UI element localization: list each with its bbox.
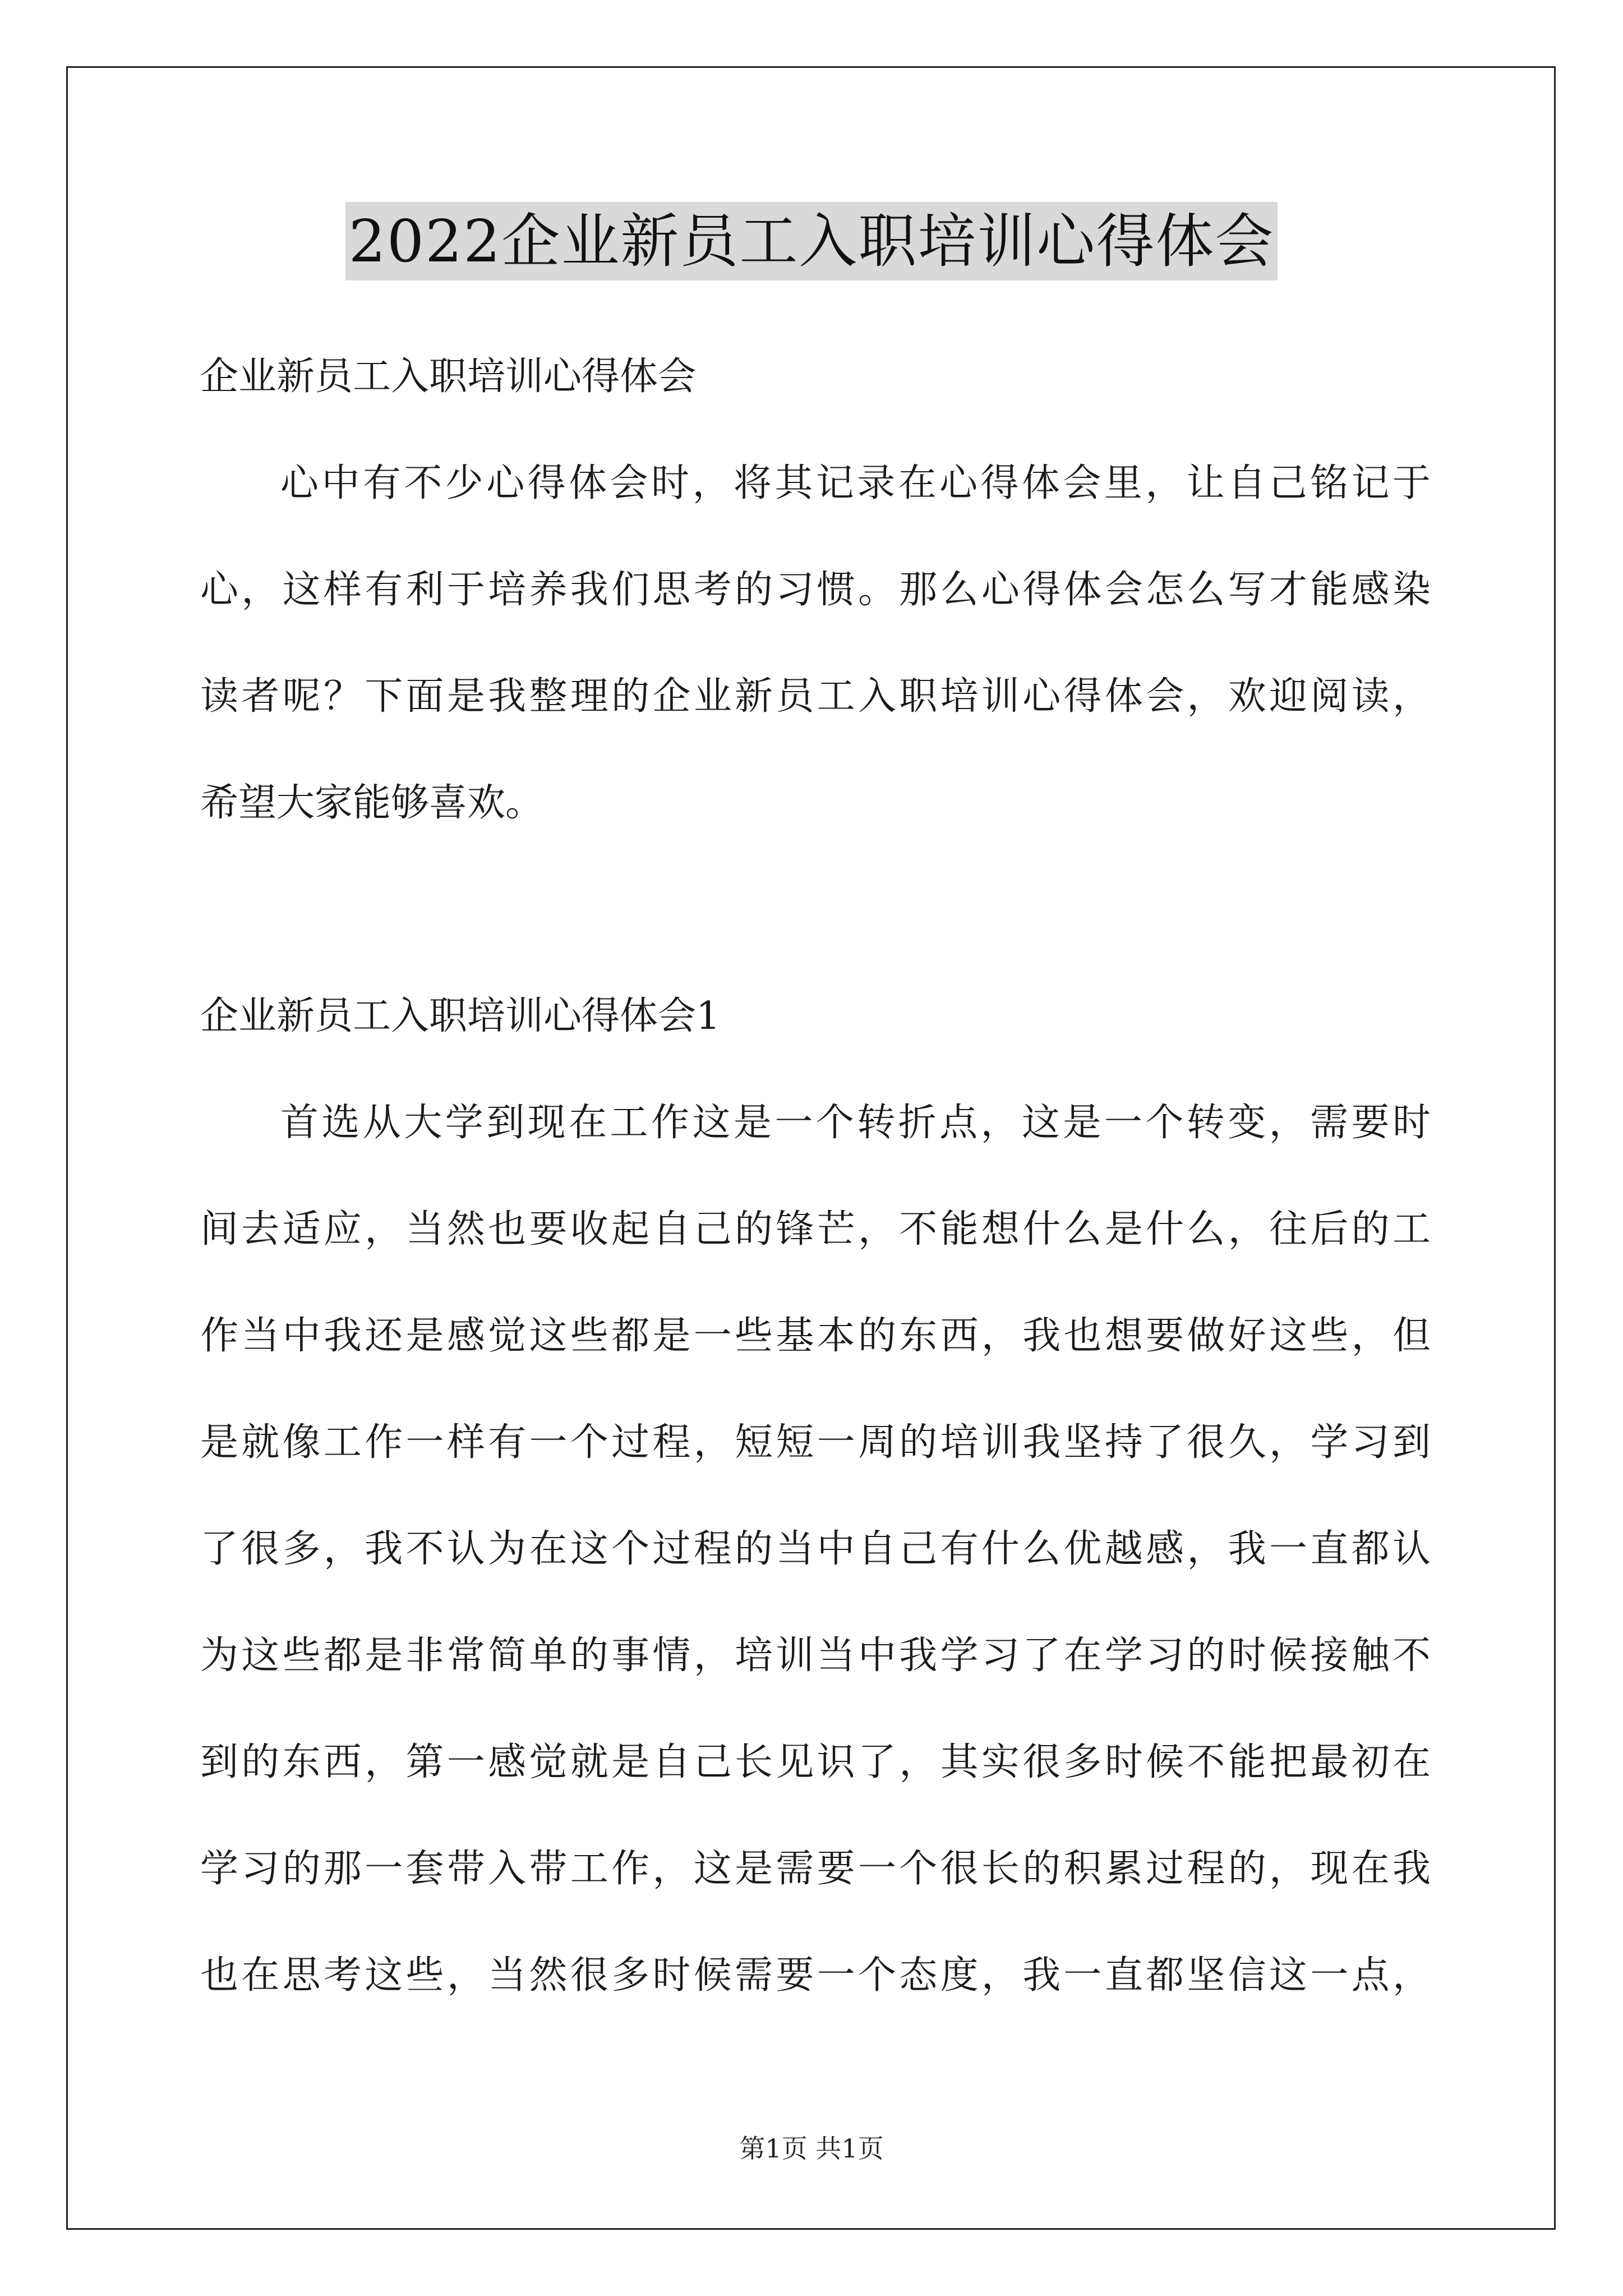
document-title: 2022企业新员工入职培训心得体会 [345, 202, 1278, 280]
section-line-7: 到的东西，第一感觉就是自己长见识了，其实很多时候不能把最初在 [200, 1740, 1431, 1784]
title-container [0, 202, 1623, 280]
page-footer: 第1页 共1页 [739, 2133, 884, 2164]
intro-line-3: 读者呢？下面是我整理的企业新员工入职培训心得体会，欢迎阅读， [200, 674, 1431, 719]
section-line-9: 也在思考这些，当然很多时候需要一个态度，我一直都坚信这一点， [200, 1953, 1431, 1998]
intro-line-4: 希望大家能够喜欢。 [200, 781, 544, 825]
section-line-3: 作当中我还是感觉这些都是一些基本的东西，我也想要做好这些，但 [200, 1314, 1431, 1358]
intro-line-1: 心中有不少心得体会时，将其记录在心得体会里，让自己铭记于 [280, 461, 1431, 505]
section-line-4: 是就像工作一样有一个过程，短短一周的培训我坚持了很久，学习到 [200, 1420, 1431, 1465]
section-line-6: 为这些都是非常简单的事情，培训当中我学习了在学习的时候接触不 [200, 1634, 1431, 1678]
section-line-1: 首选从大学到现在工作这是一个转折点，这是一个转变，需要时 [280, 1101, 1431, 1145]
document-subtitle: 企业新员工入职培训心得体会 [200, 355, 697, 399]
section-line-8: 学习的那一套带入带工作，这是需要一个很长的积累过程的，现在我 [200, 1847, 1431, 1891]
section-line-2: 间去适应，当然也要收起自己的锋芒，不能想什么是什么，往后的工 [200, 1207, 1431, 1251]
intro-line-2: 心，这样有利于培养我们思考的习惯。那么心得体会怎么写才能感染 [200, 568, 1431, 612]
section-heading: 企业新员工入职培训心得体会1 [200, 994, 721, 1038]
section-line-5: 了很多，我不认为在这个过程的当中自己有什么优越感，我一直都认 [200, 1527, 1431, 1571]
